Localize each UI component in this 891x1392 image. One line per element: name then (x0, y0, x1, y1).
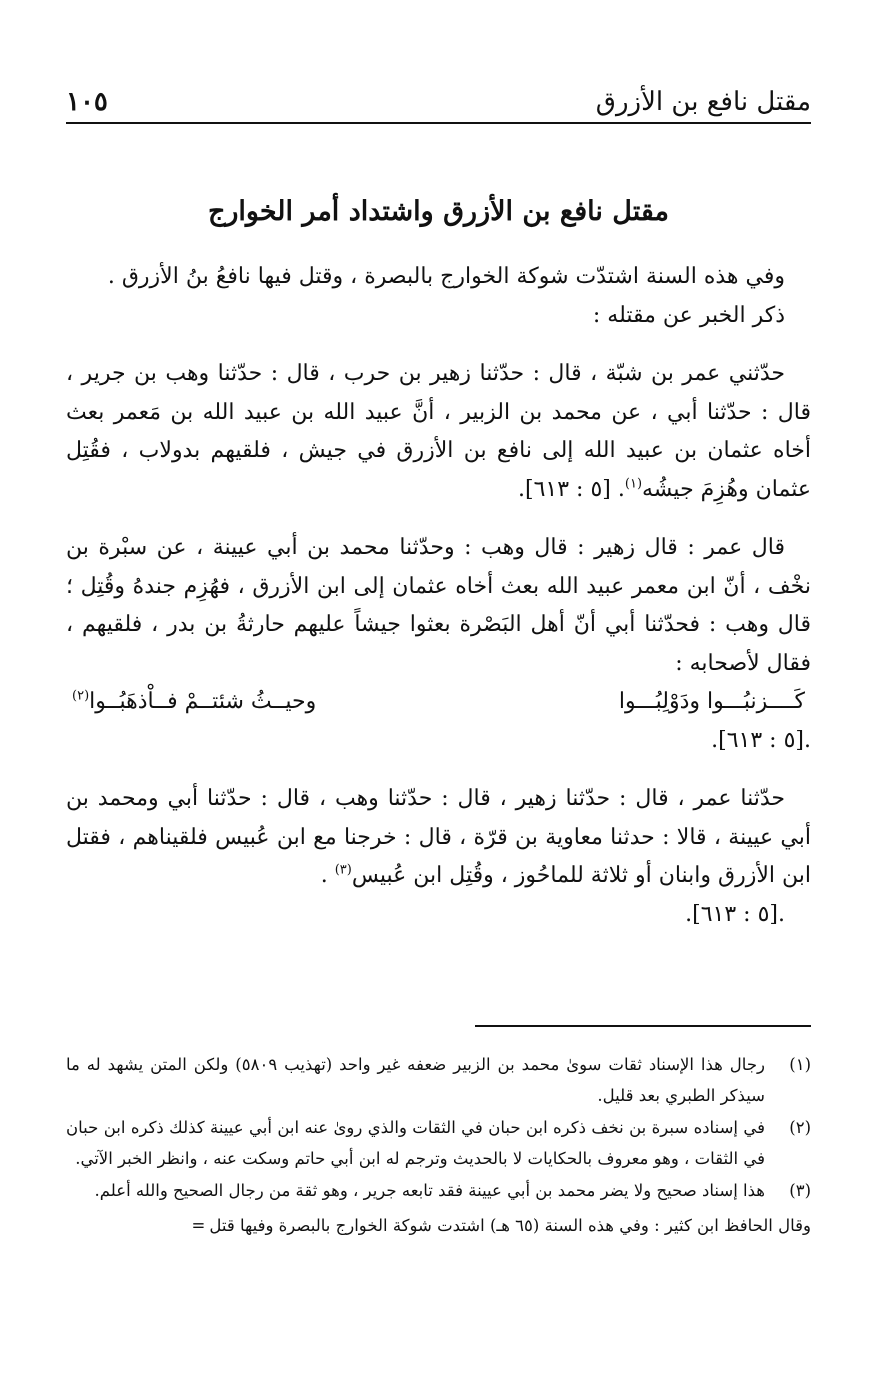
footnote-number: (٢) (789, 1118, 811, 1137)
paragraph-3-ref: . [٥ : ٦١٣]. (518, 476, 625, 502)
paragraph-5-reference: .[٥ : ٦١٣]. (685, 901, 785, 927)
continuation-mark: = (191, 1215, 206, 1235)
page-header (66, 78, 811, 124)
paragraph-2: ذكر الخبر عن مقتله : (592, 302, 785, 328)
footnote-ref-1: (١) (624, 476, 643, 492)
footnote-3 (66, 1176, 811, 1207)
paragraph-4: قال عمر : قال زهير : قال وهب : وحدّثنا محمد بن أبي عيينة ، عن سبْرة بن نخْف ، أنّ ابن معمر عبيد الله بعث أخاه عثمان إلى ابن الأزرق ، فهُزِم جندهُ وقُتِل ؛ قال وهب : فحدّثنا أبي أنّ أهل البَصْرة بعثوا جيشاً عليهم حارثةُ بن بدر ، فلقيهم ، فقال لأصحابه : (66, 535, 811, 676)
paragraph-5-end: . (320, 863, 335, 888)
footnote-number: (١) (789, 1055, 811, 1074)
verse-second-hemistich: وحيــثُ شئتــمْ فــاْذهَبُــوا (89, 689, 317, 714)
poetry-verse (66, 683, 811, 722)
paragraph-5-text: حدّثنا عمر ، قال : حدّثنا زهير ، قال : حدّثنا وهب ، قال : حدّثنا أبي ومحمد بن أبي عيينة ، قالا : حدثنا معاوية بن قرّة ، قال : خرجنا مع ابن عُبيس فلقيناهم ، فقتل ابن الأزرق وابنان أو ثلاثة للماحُوز ، وقُتِل ابن عُبيس (66, 786, 811, 888)
footnotes (66, 1050, 811, 1241)
paragraph-3-text: حدّثني عمر بن شبّة ، قال : حدّثنا زهير بن حرب ، قال : حدّثنا وهب بن جرير ، قال : حدّثنا أبي ، عن محمد بن الزبير ، أنَّ عبيد الله بن عبيد الله بن مَعمر بعث أخاه عثمان بن عبيد الله إلى نافع بن الأزرق في جيش ، فلقيهم بدولاب ، فقُتِل عثمان وهُزِمَ جيشُه (66, 361, 811, 502)
chapter-title: مقتل نافع بن الأزرق واشتداد أمر الخوارج (207, 196, 670, 227)
footnote-ref-3: (٣) (334, 862, 352, 878)
footnote-text: رجال هذا الإسناد ثقات سوىٰ محمد بن الزبير ضعفه غير واحد (تهذيب ٥٨٠٩) ولكن المتن يشهد له ما سيذكر الطبري بعد قليل. (66, 1055, 765, 1105)
paragraph-1: وفي هذه السنة اشتدّت شوكة الخوارج بالبصرة ، وقتل فيها نافعُ بنُ الأزرق . (107, 264, 785, 289)
footnote-continuation (66, 1211, 811, 1242)
footnote-1 (66, 1050, 811, 1111)
footnote-ref-2: (٢) (72, 688, 90, 704)
running-title: مقتل نافع بن الأزرق (595, 87, 811, 117)
footnote-2 (66, 1113, 811, 1174)
footnote-continuation-text: وقال الحافظ ابن كثير : وفي هذه السنة (٦٥ هـ) اشتدت شوكة الخوارج بالبصرة وفيها قتل (209, 1215, 811, 1235)
page-number: ١٠٥ (66, 87, 108, 117)
verse-first-hemistich: كَــــزنبُـــوا ودَوْلِبُـــوا (618, 689, 805, 714)
paragraph-5 (66, 780, 811, 896)
main-text (66, 258, 811, 934)
verse-second-hemistich-wrap (72, 683, 316, 722)
footnote-separator (475, 1025, 811, 1027)
footnote-text: في إسناده سبرة بن نخف ذكره ابن حبان في الثقات والذي روىٰ عنه ابن أبي عيينة كذلك ذكره ابن حبان في الثقات ، وهو معروف بالحكايات لا بالحديث وترجم له ابن أبي حاتم وسكت عنه ، وانظر الخبر الآتي. (66, 1118, 765, 1168)
verse-reference: .[٥ : ٦١٣]. (711, 727, 811, 753)
footnote-text: هذا إسناد صحيح ولا يضر محمد بن أبي عيينة فقد تابعه جرير ، وهو ثقة من رجال الصحيح والله أعلم. (94, 1181, 765, 1200)
footnote-number: (٣) (789, 1181, 811, 1200)
paragraph-3 (66, 355, 811, 509)
